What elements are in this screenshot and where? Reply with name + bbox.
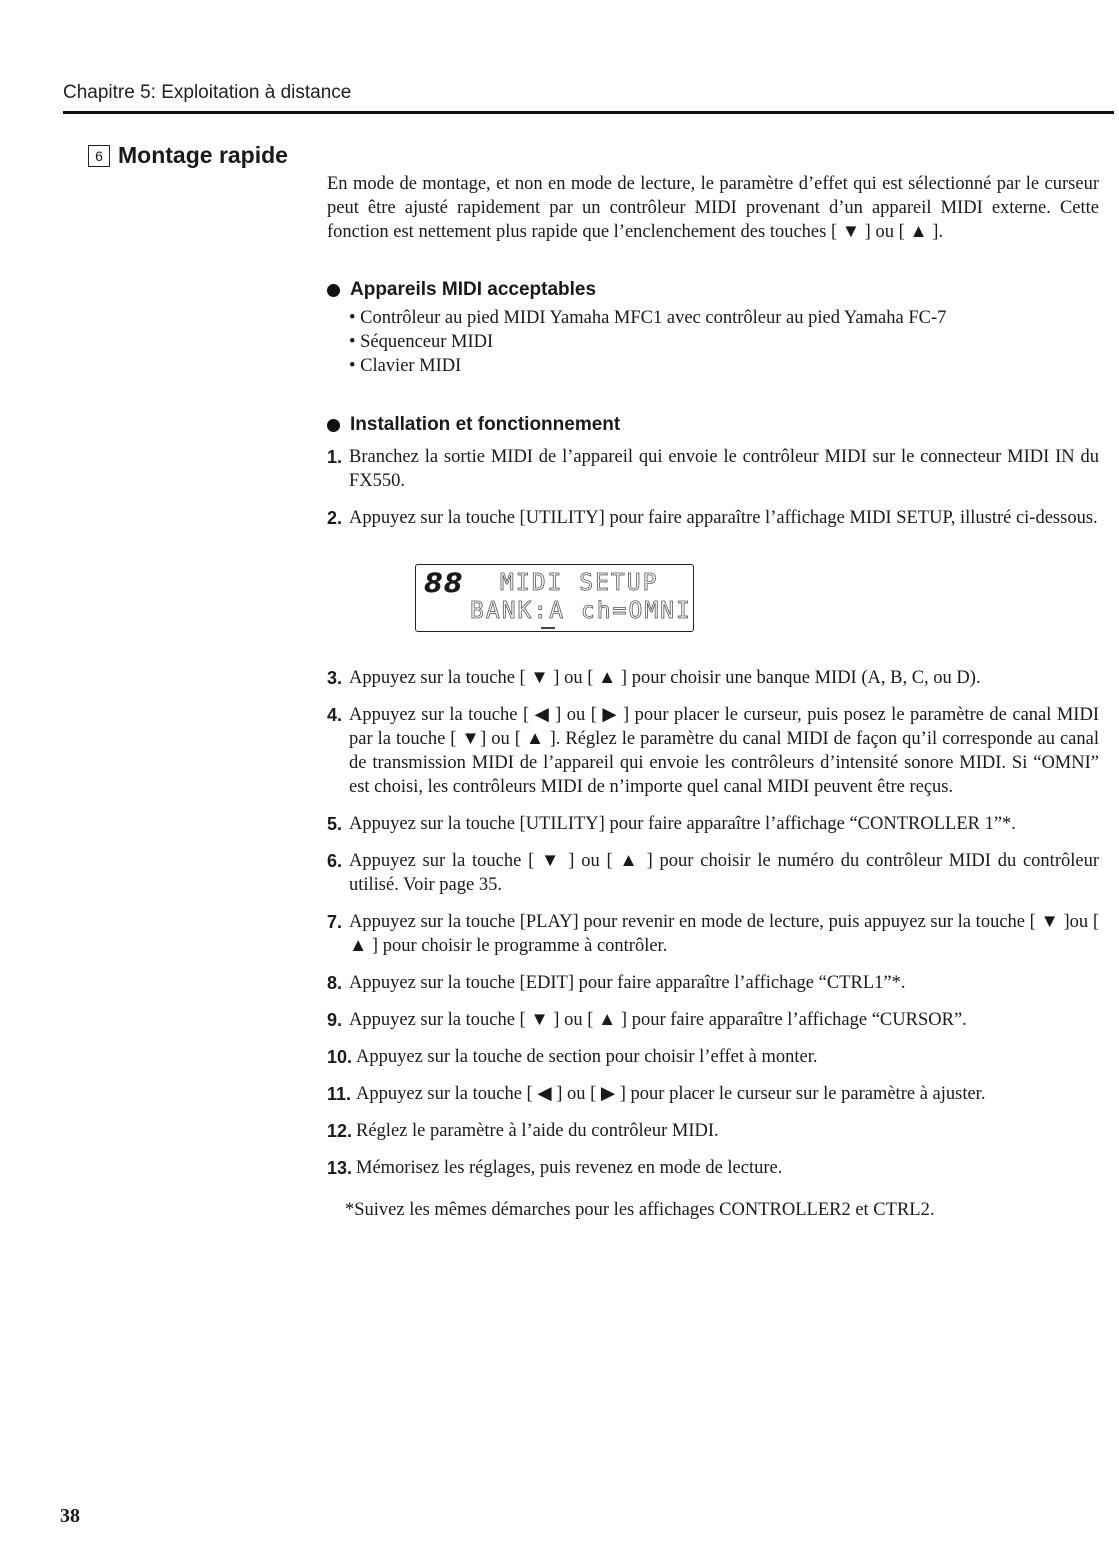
bullet-dot-icon <box>327 419 340 432</box>
step-number: 3. <box>327 668 343 688</box>
step-number: 7. <box>327 912 343 932</box>
page-number: 38 <box>60 1505 80 1527</box>
step-number: 12. <box>327 1121 353 1141</box>
step-text: Appuyez sur la touche [EDIT] pour faire apparaître l’affichage “CTRL1”*. <box>349 973 906 993</box>
step-text: Appuyez sur la touche [UTILITY] pour faire apparaître l’affichage MIDI SETUP, illustré ci-dessous. <box>349 508 1098 528</box>
step-text: Appuyez sur la touche [ ▼ ] ou [ ▲ ] pour faire apparaître l’affichage “CURSOR”. <box>349 1010 967 1030</box>
step-item <box>327 703 1099 799</box>
footnote: *Suivez les mêmes démarches pour les affichages CONTROLLER2 et CTRL2. <box>345 1200 935 1220</box>
step-number: 5. <box>327 814 343 834</box>
step-text: Appuyez sur la touche [PLAY] pour revenir en mode de lecture, puis appuyez sur la touche [ ▼ ]ou [ ▲ ] pour choisir le programme à contrôler. <box>349 912 1099 956</box>
bullet-dot-icon <box>327 284 340 297</box>
lcd-program-digits: 88 <box>424 568 464 599</box>
step-item <box>327 812 1099 836</box>
chapter-header: Chapitre 5: Exploitation à distance <box>63 82 352 103</box>
step-item <box>327 666 1099 690</box>
devices-list <box>349 306 1099 378</box>
step-number: 1. <box>327 447 343 467</box>
main-content <box>327 172 1099 1222</box>
step-item <box>327 971 1099 995</box>
step-item <box>327 506 1099 530</box>
intro-paragraph: En mode de montage, et non en mode de lecture, le paramètre d’effet qui est sélectionné par le curseur peut être ajusté rapidement par un contrôleur MIDI provenant d’un appareil MIDI externe. Cette fonction est nettement plus rapide que l’enclenchement des touches [ ▼ ] ou [ ▲ ]. <box>327 174 1099 242</box>
list-item: • Contrôleur au pied MIDI Yamaha MFC1 avec contrôleur au pied Yamaha FC-7 <box>349 306 1099 330</box>
lcd-line-1: MIDI SETUP <box>500 570 659 596</box>
step-number: 2. <box>327 508 343 528</box>
step-item <box>327 910 1099 958</box>
steps-list <box>327 445 1099 1180</box>
devices-heading-text: Appareils MIDI acceptables <box>350 279 597 300</box>
step-number: 6. <box>327 851 343 871</box>
step-number: 10. <box>327 1047 353 1067</box>
step-text: Appuyez sur la touche [ ▼ ] ou [ ▲ ] pour choisir une banque MIDI (A, B, C, ou D). <box>349 668 981 688</box>
lcd-cursor <box>541 627 555 629</box>
step-number: 8. <box>327 973 343 993</box>
step-item <box>327 445 1099 493</box>
section-title-text: Montage rapide <box>118 142 288 168</box>
section-title <box>88 142 288 169</box>
list-item: • Clavier MIDI <box>349 354 1099 378</box>
step-text: Réglez le paramètre à l’aide du contrôleur MIDI. <box>356 1121 719 1141</box>
section-number: 6 <box>88 145 110 167</box>
step-item <box>327 1082 1099 1106</box>
step-text: Mémorisez les réglages, puis revenez en mode de lecture. <box>356 1158 783 1178</box>
lcd-line-2: BANK:A ch=OMNI <box>470 598 692 624</box>
step-number: 4. <box>327 705 343 725</box>
step-text: Appuyez sur la touche [ ▼ ] ou [ ▲ ] pour choisir le numéro du contrôleur MIDI du contrôleur utilisé. Voir page 35. <box>349 851 1099 895</box>
devices-heading <box>327 278 1099 302</box>
step-number: 11. <box>327 1084 352 1104</box>
step-item <box>327 1045 1099 1069</box>
install-heading-text: Installation et fonctionnement <box>350 414 621 435</box>
install-heading <box>327 413 1099 437</box>
step-item <box>327 1008 1099 1032</box>
list-item: • Séquenceur MIDI <box>349 330 1099 354</box>
lcd-display <box>415 564 694 632</box>
step-number: 13. <box>327 1158 353 1178</box>
header-rule <box>63 111 1114 114</box>
step-text: Appuyez sur la touche [UTILITY] pour faire apparaître l’affichage “CONTROLLER 1”*. <box>349 814 1016 834</box>
step-text: Appuyez sur la touche de section pour choisir l’effet à monter. <box>356 1047 818 1067</box>
step-item <box>327 849 1099 897</box>
step-item <box>327 1156 1099 1180</box>
step-text: Appuyez sur la touche [ ◀ ] ou [ ▶ ] pour placer le curseur sur le paramètre à ajuster. <box>356 1084 986 1104</box>
step-text: Appuyez sur la touche [ ◀ ] ou [ ▶ ] pour placer le curseur, puis posez le paramètre de canal MIDI par la touche [ ▼] ou [ ▲ ]. Réglez le paramètre du canal MIDI de façon qu’il corresponde au canal de transmission MIDI de l’appareil qui envoie les contrôleurs d’intensité sonore MIDI. Si “OMNI” est choisi, les contrôleurs MIDI de n’importe quel canal MIDI peuvent être reçus. <box>349 705 1099 797</box>
step-number: 9. <box>327 1010 343 1030</box>
step-text: Branchez la sortie MIDI de l’appareil qui envoie le contrôleur MIDI sur le connecteur MIDI IN du FX550. <box>349 447 1099 491</box>
step-item <box>327 1119 1099 1143</box>
